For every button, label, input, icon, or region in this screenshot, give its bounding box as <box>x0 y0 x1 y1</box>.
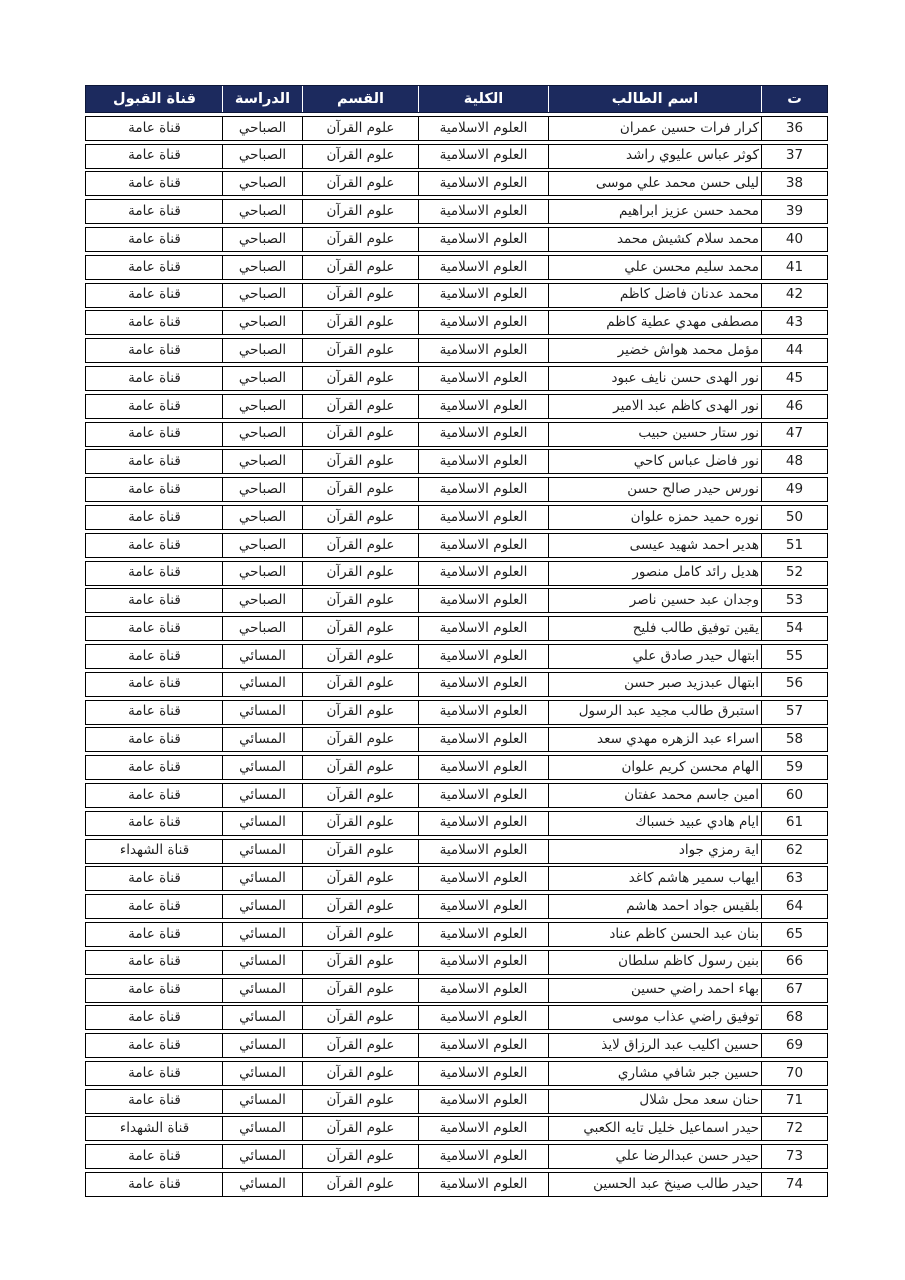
cell-college: العلوم الاسلامية <box>418 200 548 223</box>
cell-study: الصباحي <box>222 311 302 334</box>
cell-study: الصباحي <box>222 367 302 390</box>
table-row <box>85 1089 828 1114</box>
cell-channel: قناة الشهداء <box>119 1120 190 1137</box>
header-college: الكلية <box>418 86 548 112</box>
cell-channel: قناة عامة <box>128 147 181 164</box>
cell-name: بنين رسول كاظم سلطان <box>548 951 761 974</box>
cell-no: 62 <box>761 840 827 863</box>
cell-study: المسائي <box>222 1090 302 1113</box>
cell-name: الهام محسن كريم علوان <box>548 756 761 779</box>
cell-name: ايام هادي عبيد خسباك <box>548 812 761 835</box>
cell-channel: قناة عامة <box>128 619 181 636</box>
table-row <box>85 616 828 641</box>
cell-dept: علوم القرآن <box>302 534 418 557</box>
cell-study: المسائي <box>222 756 302 779</box>
cell-dept: علوم القرآن <box>302 172 418 195</box>
cell-dept: علوم القرآن <box>302 756 418 779</box>
header-name: اسم الطالب <box>548 86 761 112</box>
cell-study: المسائي <box>222 923 302 946</box>
cell-college: العلوم الاسلامية <box>418 145 548 168</box>
cell-study: الصباحي <box>222 589 302 612</box>
table-row <box>85 811 828 836</box>
cell-college: العلوم الاسلامية <box>418 701 548 724</box>
cell-name: نور الهدى كاظم عبد الامير <box>548 395 761 418</box>
cell-study: المسائي <box>222 979 302 1002</box>
table-row <box>85 422 828 447</box>
cell-channel: قناة عامة <box>128 119 181 136</box>
cell-no: 45 <box>761 367 827 390</box>
table-row <box>85 950 828 975</box>
cell-name: حنان سعد محل شلال <box>548 1090 761 1113</box>
table-row <box>85 700 828 725</box>
cell-channel: قناة عامة <box>128 341 181 358</box>
cell-college: العلوم الاسلامية <box>418 478 548 501</box>
cell-study: المسائي <box>222 812 302 835</box>
table-row <box>85 199 828 224</box>
cell-college: العلوم الاسلامية <box>418 1006 548 1029</box>
cell-name: هديل رائد كامل منصور <box>548 562 761 585</box>
cell-channel: قناة عامة <box>128 314 181 331</box>
cell-name: بنان عبد الحسن كاظم عناد <box>548 923 761 946</box>
cell-name: حيدر حسن عبدالرضا علي <box>548 1145 761 1168</box>
cell-dept: علوم القرآن <box>302 840 418 863</box>
cell-no: 51 <box>761 534 827 557</box>
cell-study: المسائي <box>222 673 302 696</box>
table-row <box>85 144 828 169</box>
cell-name: حسين اكليب عبد الرزاق لايذ <box>548 1034 761 1057</box>
cell-dept: علوم القرآن <box>302 1173 418 1196</box>
cell-study: المسائي <box>222 867 302 890</box>
cell-study: الصباحي <box>222 617 302 640</box>
cell-dept: علوم القرآن <box>302 1145 418 1168</box>
cell-name: مصطفى مهدي عطية كاظم <box>548 311 761 334</box>
cell-college: العلوم الاسلامية <box>418 1062 548 1085</box>
cell-college: العلوم الاسلامية <box>418 506 548 529</box>
cell-name: محمد سلام كشيش محمد <box>548 228 761 251</box>
cell-no: 71 <box>761 1090 827 1113</box>
cell-channel: قناة عامة <box>128 175 181 192</box>
cell-channel: قناة عامة <box>128 1064 181 1081</box>
cell-dept: علوم القرآن <box>302 1090 418 1113</box>
cell-study: الصباحي <box>222 423 302 446</box>
cell-channel: قناة عامة <box>128 592 181 609</box>
table-row <box>85 1144 828 1169</box>
cell-name: استبرق طالب مجيد عبد الرسول <box>548 701 761 724</box>
cell-college: العلوم الاسلامية <box>418 172 548 195</box>
cell-college: العلوم الاسلامية <box>418 1173 548 1196</box>
cell-college: العلوم الاسلامية <box>418 951 548 974</box>
table-row <box>85 894 828 919</box>
cell-college: العلوم الاسلامية <box>418 284 548 307</box>
cell-no: 69 <box>761 1034 827 1057</box>
cell-college: العلوم الاسلامية <box>418 339 548 362</box>
cell-no: 39 <box>761 200 827 223</box>
table-row <box>85 505 828 530</box>
cell-college: العلوم الاسلامية <box>418 450 548 473</box>
cell-name: ابتهال حيدر صادق علي <box>548 645 761 668</box>
table-row <box>85 477 828 502</box>
cell-channel: قناة عامة <box>128 480 181 497</box>
cell-channel: قناة عامة <box>128 286 181 303</box>
cell-channel: قناة عامة <box>128 675 181 692</box>
cell-dept: علوم القرآن <box>302 895 418 918</box>
cell-name: حيدر طالب صينخ عبد الحسين <box>548 1173 761 1196</box>
cell-no: 73 <box>761 1145 827 1168</box>
cell-study: المسائي <box>222 1117 302 1140</box>
cell-college: العلوم الاسلامية <box>418 1090 548 1113</box>
cell-college: العلوم الاسلامية <box>418 979 548 1002</box>
cell-no: 47 <box>761 423 827 446</box>
cell-dept: علوم القرآن <box>302 645 418 668</box>
table-row <box>85 1116 828 1141</box>
table-row <box>85 449 828 474</box>
cell-channel: قناة عامة <box>128 953 181 970</box>
cell-dept: علوم القرآن <box>302 284 418 307</box>
cell-study: الصباحي <box>222 284 302 307</box>
cell-study: الصباحي <box>222 534 302 557</box>
table-row <box>85 227 828 252</box>
table-row <box>85 338 828 363</box>
cell-no: 40 <box>761 228 827 251</box>
cell-channel: قناة عامة <box>128 425 181 442</box>
cell-name: حسين جبر شافي مشاري <box>548 1062 761 1085</box>
cell-college: العلوم الاسلامية <box>418 867 548 890</box>
cell-name: محمد سليم محسن علي <box>548 256 761 279</box>
cell-college: العلوم الاسلامية <box>418 1145 548 1168</box>
cell-name: نور الهدى حسن نايف عبود <box>548 367 761 390</box>
cell-dept: علوم القرآن <box>302 200 418 223</box>
cell-name: ابتهال عبدزيد صبر حسن <box>548 673 761 696</box>
cell-study: المسائي <box>222 784 302 807</box>
cell-name: مؤمل محمد هواش خضير <box>548 339 761 362</box>
cell-dept: علوم القرآن <box>302 478 418 501</box>
cell-study: المسائي <box>222 728 302 751</box>
table-row <box>85 533 828 558</box>
cell-name: حيدر اسماعيل خليل تايه الكعبي <box>548 1117 761 1140</box>
cell-channel: قناة عامة <box>128 1036 181 1053</box>
cell-college: العلوم الاسلامية <box>418 534 548 557</box>
cell-no: 38 <box>761 172 827 195</box>
cell-no: 61 <box>761 812 827 835</box>
cell-channel: قناة عامة <box>128 453 181 470</box>
cell-dept: علوم القرآن <box>302 228 418 251</box>
header-dept: القسم <box>302 86 418 112</box>
cell-no: 55 <box>761 645 827 668</box>
cell-study: الصباحي <box>222 339 302 362</box>
cell-name: ايهاب سمير هاشم كاغد <box>548 867 761 890</box>
cell-college: العلوم الاسلامية <box>418 562 548 585</box>
cell-name: نوره حميد حمزه علوان <box>548 506 761 529</box>
cell-college: العلوم الاسلامية <box>418 645 548 668</box>
cell-dept: علوم القرآن <box>302 867 418 890</box>
cell-study: الصباحي <box>222 395 302 418</box>
table-row <box>85 283 828 308</box>
table-row <box>85 866 828 891</box>
cell-study: المسائي <box>222 951 302 974</box>
cell-no: 63 <box>761 867 827 890</box>
table-row <box>85 116 828 141</box>
cell-study: المسائي <box>222 1173 302 1196</box>
cell-channel: قناة عامة <box>128 981 181 998</box>
cell-channel: قناة عامة <box>128 925 181 942</box>
table-row <box>85 1033 828 1058</box>
cell-name: اية رمزي جواد <box>548 840 761 863</box>
cell-college: العلوم الاسلامية <box>418 840 548 863</box>
cell-channel: قناة عامة <box>128 758 181 775</box>
cell-study: المسائي <box>222 1145 302 1168</box>
cell-dept: علوم القرآن <box>302 784 418 807</box>
cell-study: الصباحي <box>222 506 302 529</box>
cell-college: العلوم الاسلامية <box>418 256 548 279</box>
cell-channel: قناة عامة <box>128 814 181 831</box>
cell-study: الصباحي <box>222 450 302 473</box>
cell-dept: علوم القرآن <box>302 145 418 168</box>
cell-name: امين جاسم محمد عفتان <box>548 784 761 807</box>
table-row <box>85 255 828 280</box>
table-row <box>85 1172 828 1197</box>
cell-dept: علوم القرآن <box>302 589 418 612</box>
cell-no: 57 <box>761 701 827 724</box>
cell-college: العلوم الاسلامية <box>418 1117 548 1140</box>
table-row <box>85 755 828 780</box>
cell-no: 48 <box>761 450 827 473</box>
cell-no: 58 <box>761 728 827 751</box>
cell-channel: قناة عامة <box>128 397 181 414</box>
cell-study: المسائي <box>222 701 302 724</box>
table-row <box>85 672 828 697</box>
cell-dept: علوم القرآن <box>302 339 418 362</box>
cell-no: 52 <box>761 562 827 585</box>
cell-dept: علوم القرآن <box>302 673 418 696</box>
cell-college: العلوم الاسلامية <box>418 812 548 835</box>
cell-channel: قناة عامة <box>128 564 181 581</box>
cell-channel: قناة عامة <box>128 786 181 803</box>
cell-dept: علوم القرآن <box>302 979 418 1002</box>
table-row <box>85 588 828 613</box>
cell-college: العلوم الاسلامية <box>418 895 548 918</box>
cell-college: العلوم الاسلامية <box>418 617 548 640</box>
cell-study: الصباحي <box>222 117 302 140</box>
cell-no: 53 <box>761 589 827 612</box>
cell-college: العلوم الاسلامية <box>418 228 548 251</box>
cell-dept: علوم القرآن <box>302 812 418 835</box>
cell-dept: علوم القرآن <box>302 311 418 334</box>
table-row <box>85 978 828 1003</box>
cell-no: 56 <box>761 673 827 696</box>
cell-no: 41 <box>761 256 827 279</box>
cell-channel: قناة عامة <box>128 508 181 525</box>
cell-dept: علوم القرآن <box>302 450 418 473</box>
cell-college: العلوم الاسلامية <box>418 756 548 779</box>
cell-dept: علوم القرآن <box>302 701 418 724</box>
cell-dept: علوم القرآن <box>302 1006 418 1029</box>
cell-dept: علوم القرآن <box>302 423 418 446</box>
cell-college: العلوم الاسلامية <box>418 728 548 751</box>
cell-name: توفيق راضي عذاب موسى <box>548 1006 761 1029</box>
cell-channel: قناة عامة <box>128 703 181 720</box>
cell-no: 74 <box>761 1173 827 1196</box>
cell-no: 72 <box>761 1117 827 1140</box>
table-row <box>85 727 828 752</box>
cell-dept: علوم القرآن <box>302 1034 418 1057</box>
cell-channel: قناة عامة <box>128 647 181 664</box>
cell-dept: علوم القرآن <box>302 1062 418 1085</box>
table-row <box>85 922 828 947</box>
cell-dept: علوم القرآن <box>302 256 418 279</box>
cell-no: 66 <box>761 951 827 974</box>
table-row <box>85 310 828 335</box>
table-row <box>85 394 828 419</box>
cell-no: 59 <box>761 756 827 779</box>
cell-channel: قناة عامة <box>128 258 181 275</box>
cell-study: الصباحي <box>222 200 302 223</box>
cell-college: العلوم الاسلامية <box>418 923 548 946</box>
cell-no: 54 <box>761 617 827 640</box>
cell-channel: قناة عامة <box>128 731 181 748</box>
cell-dept: علوم القرآن <box>302 728 418 751</box>
cell-name: بلقيس جواد احمد هاشم <box>548 895 761 918</box>
students-table <box>85 85 828 1197</box>
table-body <box>85 113 828 1197</box>
cell-dept: علوم القرآن <box>302 367 418 390</box>
cell-name: محمد عدنان فاضل كاظم <box>548 284 761 307</box>
cell-study: المسائي <box>222 1006 302 1029</box>
cell-study: الصباحي <box>222 562 302 585</box>
cell-name: يقين توفيق طالب فليح <box>548 617 761 640</box>
table-row <box>85 366 828 391</box>
cell-dept: علوم القرآن <box>302 923 418 946</box>
cell-college: العلوم الاسلامية <box>418 589 548 612</box>
cell-dept: علوم القرآن <box>302 562 418 585</box>
table-row <box>85 1061 828 1086</box>
cell-channel: قناة عامة <box>128 1009 181 1026</box>
cell-college: العلوم الاسلامية <box>418 311 548 334</box>
cell-college: العلوم الاسلامية <box>418 423 548 446</box>
cell-no: 46 <box>761 395 827 418</box>
table-header-row <box>85 85 828 113</box>
cell-dept: علوم القرآن <box>302 617 418 640</box>
table-row <box>85 1005 828 1030</box>
table-row <box>85 561 828 586</box>
table-row <box>85 171 828 196</box>
cell-dept: علوم القرآن <box>302 506 418 529</box>
cell-channel: قناة عامة <box>128 230 181 247</box>
table-row <box>85 839 828 864</box>
cell-no: 65 <box>761 923 827 946</box>
cell-no: 68 <box>761 1006 827 1029</box>
cell-no: 50 <box>761 506 827 529</box>
cell-dept: علوم القرآن <box>302 395 418 418</box>
cell-study: الصباحي <box>222 478 302 501</box>
cell-dept: علوم القرآن <box>302 951 418 974</box>
cell-name: ليلى حسن محمد علي موسى <box>548 172 761 195</box>
cell-college: العلوم الاسلامية <box>418 784 548 807</box>
cell-channel: قناة عامة <box>128 369 181 386</box>
cell-channel: قناة الشهداء <box>119 842 190 859</box>
cell-no: 37 <box>761 145 827 168</box>
table-row <box>85 783 828 808</box>
header-no: ت <box>761 86 827 112</box>
cell-no: 49 <box>761 478 827 501</box>
cell-study: الصباحي <box>222 172 302 195</box>
cell-no: 42 <box>761 284 827 307</box>
cell-study: المسائي <box>222 1034 302 1057</box>
cell-name: نورس حيدر صالح حسن <box>548 478 761 501</box>
cell-name: نور فاضل عباس كاحي <box>548 450 761 473</box>
cell-no: 43 <box>761 311 827 334</box>
cell-name: بهاء احمد راضي حسين <box>548 979 761 1002</box>
cell-channel: قناة عامة <box>128 1092 181 1109</box>
cell-channel: قناة عامة <box>128 1175 181 1192</box>
cell-study: الصباحي <box>222 228 302 251</box>
cell-name: وجدان عبد حسين ناصر <box>548 589 761 612</box>
cell-no: 44 <box>761 339 827 362</box>
cell-dept: علوم القرآن <box>302 1117 418 1140</box>
header-channel: قناة القبول <box>113 90 196 107</box>
cell-channel: قناة عامة <box>128 1148 181 1165</box>
cell-name: اسراء عبد الزهره مهدي سعد <box>548 728 761 751</box>
cell-channel: قناة عامة <box>128 202 181 219</box>
cell-channel: قناة عامة <box>128 536 181 553</box>
cell-study: المسائي <box>222 895 302 918</box>
cell-name: هدير احمد شهيد عيسى <box>548 534 761 557</box>
cell-college: العلوم الاسلامية <box>418 1034 548 1057</box>
cell-study: المسائي <box>222 840 302 863</box>
header-study: الدراسة <box>222 86 302 112</box>
cell-college: العلوم الاسلامية <box>418 673 548 696</box>
cell-name: نور ستار حسين حبيب <box>548 423 761 446</box>
cell-study: المسائي <box>222 1062 302 1085</box>
cell-name: محمد حسن عزيز ابراهيم <box>548 200 761 223</box>
cell-dept: علوم القرآن <box>302 117 418 140</box>
cell-study: الصباحي <box>222 145 302 168</box>
cell-study: الصباحي <box>222 256 302 279</box>
cell-no: 64 <box>761 895 827 918</box>
cell-college: العلوم الاسلامية <box>418 395 548 418</box>
cell-name: كرار فرات حسين عمران <box>548 117 761 140</box>
cell-no: 36 <box>761 117 827 140</box>
cell-college: العلوم الاسلامية <box>418 117 548 140</box>
cell-no: 70 <box>761 1062 827 1085</box>
table-row <box>85 644 828 669</box>
cell-name: كوثر عباس عليوي راشد <box>548 145 761 168</box>
cell-study: المسائي <box>222 645 302 668</box>
cell-no: 67 <box>761 979 827 1002</box>
cell-college: العلوم الاسلامية <box>418 367 548 390</box>
cell-channel: قناة عامة <box>128 870 181 887</box>
cell-no: 60 <box>761 784 827 807</box>
cell-channel: قناة عامة <box>128 897 181 914</box>
